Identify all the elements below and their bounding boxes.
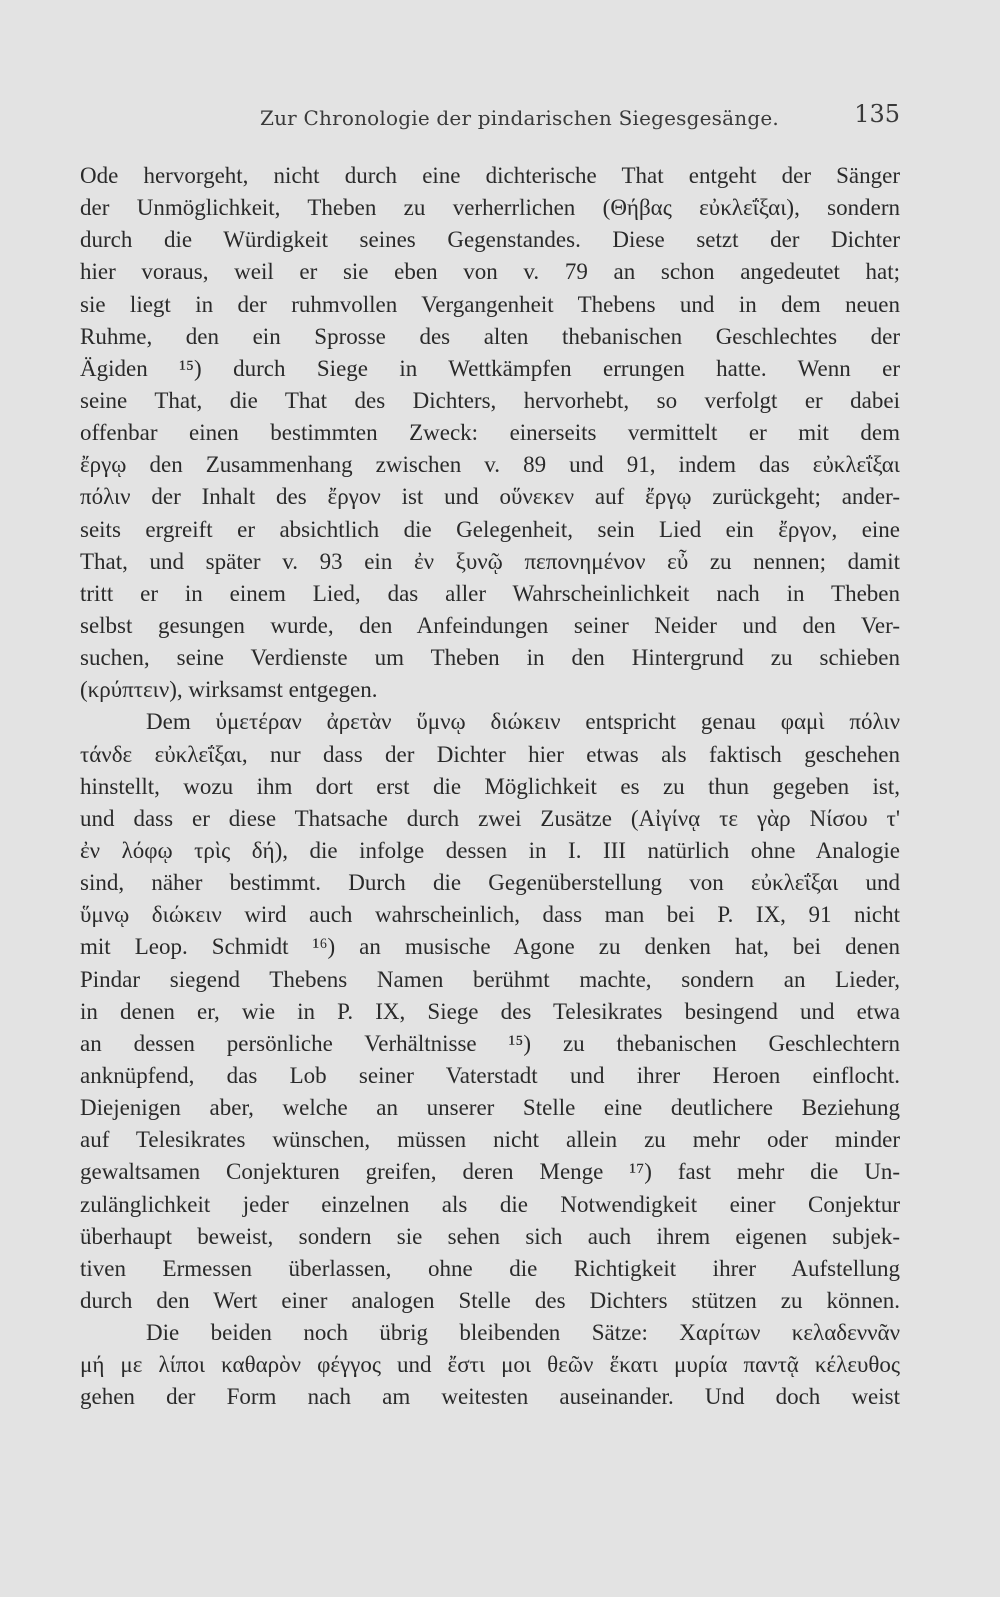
text-line: und dass er diese Thatsache durch zwei Zusätze (Αἰγίνᾳ τε γὰρ Νίσου τ' (80, 805, 900, 831)
text-line: ἐν λόφῳ τρὶς δή), die infolge dessen in I. III natürlich ohne Analogie (80, 837, 900, 863)
text-line: gehen der Form nach am weitesten auseinander. Und doch weist (80, 1384, 900, 1410)
text-line: offenbar einen bestimmten Zweck: einerseits vermittelt er mit dem (80, 420, 900, 446)
text-line: seine That, die That des Dichters, hervorhebt, so verfolgt er dabei (80, 387, 900, 413)
text-line: mit Leop. Schmidt ¹⁶) an musische Agone zu denken hat, bei denen (80, 934, 900, 960)
text-line: Die beiden noch übrig bleibenden Sätze: Χαρίτων κελαδεννᾶν (146, 1320, 900, 1346)
text-line: in denen er, wie in P. IX, Siege des Telesikrates besingend und etwa (80, 998, 900, 1024)
body-text (80, 160, 900, 1413)
text-line: Ägiden ¹⁵) durch Siege in Wettkämpfen errungen hatte. Wenn er (80, 355, 900, 381)
text-line: durch den Wert einer analogen Stelle des Dichters stützen zu können. (80, 1287, 900, 1313)
text-line: der Unmöglichkeit, Theben zu verherrlichen (Θήβας εὐκλεΐξαι), sondern (80, 195, 900, 221)
text-line: Pindar siegend Thebens Namen berühmt machte, sondern an Lieder, (80, 966, 900, 992)
running-header (80, 100, 900, 134)
text-line: sind, näher bestimmt. Durch die Gegenüberstellung von εὐκλεΐξαι und (80, 870, 900, 896)
text-line: (κρύπτειν), wirksamst entgegen. (80, 677, 378, 703)
text-line: μή με λίποι καθαρὸν φέγγος und ἔστι μοι θεῶν ἕκατι μυρία παντᾷ κέλευθος (80, 1352, 900, 1378)
text-line: seits ergreift er absichtlich die Gelegenheit, sein Lied ein ἔργον, eine (80, 516, 900, 542)
text-line: Dem ὑμετέραν ἀρετὰν ὕμνῳ διώκειν entspricht genau φαμὶ πόλιν (146, 709, 900, 735)
text-line: τάνδε εὐκλεΐξαι, nur dass der Dichter hier etwas als faktisch geschehen (80, 741, 900, 767)
text-line: That, und später v. 93 ein ἐν ξυνῷ πεπονημένον εὖ zu nennen; damit (80, 548, 900, 574)
text-line: hinstellt, wozu ihm dort erst die Möglichkeit es zu thun gegeben ist, (80, 773, 900, 799)
text-line: suchen, seine Verdienste um Theben in den Hintergrund zu schieben (80, 645, 900, 671)
text-line: Ode hervorgeht, nicht durch eine dichterische That entgeht der Sänger (80, 163, 900, 188)
text-line: durch die Würdigkeit seines Gegenstandes. Diese setzt der Dichter (80, 227, 900, 253)
text-line: πόλιν der Inhalt des ἔργον ist und οὕνεκεν auf ἔργῳ zurückgeht; ander- (80, 484, 900, 510)
text-line: zulänglichkeit jeder einzelnen als die Notwendigkeit einer Conjektur (80, 1191, 900, 1217)
text-line: überhaupt beweist, sondern sie sehen sich auch ihrem eigenen subjek- (80, 1223, 900, 1249)
running-title: Zur Chronologie der pindarischen Siegesgesänge. (260, 106, 779, 130)
text-line: hier voraus, weil er sie eben von v. 79 an schon angedeutet hat; (80, 259, 900, 285)
text-line: tritt er in einem Lied, das aller Wahrscheinlichkeit nach in Theben (80, 580, 900, 606)
text-line: tiven Ermessen überlassen, ohne die Richtigkeit ihrer Aufstellung (80, 1255, 900, 1281)
text-line: ἔργῳ den Zusammenhang zwischen v. 89 und 91, indem das εὐκλεΐξαι (80, 452, 900, 478)
text-line: gewaltsamen Conjekturen greifen, deren Menge ¹⁷) fast mehr die Un- (80, 1159, 900, 1185)
text-line: selbst gesungen wurde, den Anfeindungen seiner Neider und den Ver- (80, 612, 900, 638)
text-line: anknüpfend, das Lob seiner Vaterstadt und ihrer Heroen einflocht. (80, 1062, 900, 1088)
text-line: sie liegt in der ruhmvollen Vergangenheit Thebens und in dem neuen (80, 291, 900, 317)
text-line: Diejenigen aber, welche an unserer Stelle eine deutlichere Beziehung (80, 1095, 900, 1121)
page-number: 135 (854, 100, 900, 128)
text-line: Ruhme, den ein Sprosse des alten thebanischen Geschlechtes der (80, 323, 900, 349)
text-line: ὕμνῳ διώκειν wird auch wahrscheinlich, dass man bei P. IX, 91 nicht (80, 902, 900, 928)
text-line: an dessen persönliche Verhältnisse ¹⁵) zu thebanischen Geschlechtern (80, 1030, 900, 1056)
text-line: auf Telesikrates wünschen, müssen nicht allein zu mehr oder minder (80, 1127, 900, 1153)
